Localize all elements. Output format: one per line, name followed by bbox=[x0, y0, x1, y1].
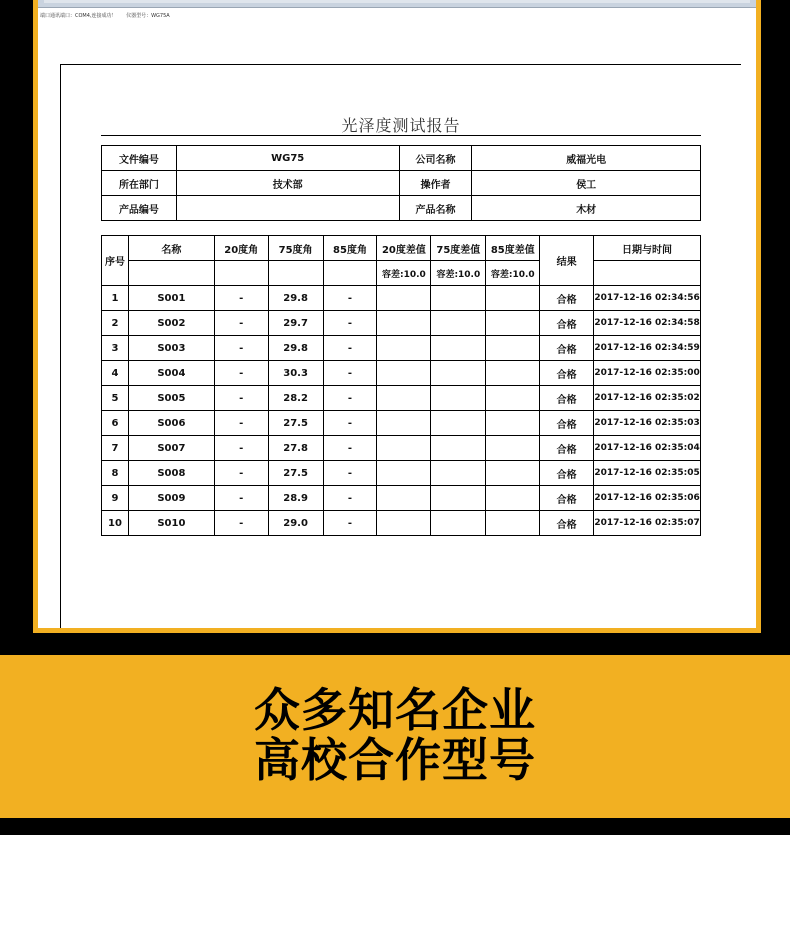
cell-seq: 5 bbox=[102, 386, 129, 411]
data-rows bbox=[102, 286, 701, 536]
cell-d75 bbox=[431, 386, 486, 411]
cell-d75 bbox=[431, 486, 486, 511]
cell-result: 合格 bbox=[540, 436, 594, 461]
table-row bbox=[102, 486, 701, 511]
cell-d20 bbox=[377, 461, 431, 486]
cell-result: 合格 bbox=[540, 361, 594, 386]
header-d75: 75度差值 bbox=[431, 236, 486, 261]
cell-a75: 28.2 bbox=[268, 386, 323, 411]
cell-d75 bbox=[431, 436, 486, 461]
empty-cell bbox=[594, 261, 701, 286]
info-label: 公司名称 bbox=[399, 146, 472, 171]
cell-name: S002 bbox=[128, 311, 214, 336]
table-row bbox=[102, 286, 701, 311]
cell-a20: - bbox=[214, 386, 268, 411]
table-row bbox=[102, 336, 701, 361]
cell-datetime: 2017-12-16 02:35:04 bbox=[594, 436, 701, 461]
table-row bbox=[102, 386, 701, 411]
cell-datetime: 2017-12-16 02:34:56 bbox=[594, 286, 701, 311]
cell-d85 bbox=[486, 411, 540, 436]
cell-seq: 2 bbox=[102, 311, 129, 336]
cell-d75 bbox=[431, 311, 486, 336]
cell-a75: 27.8 bbox=[268, 436, 323, 461]
cell-seq: 8 bbox=[102, 461, 129, 486]
data-table bbox=[101, 235, 701, 536]
cell-d85 bbox=[486, 386, 540, 411]
cell-a85: - bbox=[323, 511, 377, 536]
cell-d85 bbox=[486, 361, 540, 386]
cell-a85: - bbox=[323, 411, 377, 436]
cell-a85: - bbox=[323, 286, 377, 311]
cell-d20 bbox=[377, 311, 431, 336]
table-row bbox=[102, 361, 701, 386]
header-name: 名称 bbox=[128, 236, 214, 261]
cell-d20 bbox=[377, 386, 431, 411]
info-value: 技术部 bbox=[176, 171, 399, 196]
cell-d85 bbox=[486, 486, 540, 511]
cell-d85 bbox=[486, 461, 540, 486]
cell-a20: - bbox=[214, 411, 268, 436]
info-label: 产品名称 bbox=[399, 196, 472, 221]
cell-d20 bbox=[377, 336, 431, 361]
report-title: 光泽度测试报告 bbox=[341, 116, 461, 135]
header-result: 结果 bbox=[540, 236, 594, 286]
cell-a20: - bbox=[214, 336, 268, 361]
cell-d75 bbox=[431, 286, 486, 311]
cell-datetime: 2017-12-16 02:35:05 bbox=[594, 461, 701, 486]
cell-d75 bbox=[431, 461, 486, 486]
cell-a75: 29.8 bbox=[268, 286, 323, 311]
cell-datetime: 2017-12-16 02:35:02 bbox=[594, 386, 701, 411]
cell-d75 bbox=[431, 361, 486, 386]
header-75: 75度角 bbox=[268, 236, 323, 261]
cell-d20 bbox=[377, 436, 431, 461]
cell-a85: - bbox=[323, 311, 377, 336]
report-page bbox=[60, 64, 741, 628]
info-table bbox=[101, 145, 701, 221]
cell-d75 bbox=[431, 336, 486, 361]
cell-a75: 27.5 bbox=[268, 461, 323, 486]
cell-seq: 9 bbox=[102, 486, 129, 511]
banner-line-1: 众多知名企业 bbox=[254, 683, 536, 737]
cell-result: 合格 bbox=[540, 286, 594, 311]
cell-d85 bbox=[486, 436, 540, 461]
cell-a20: - bbox=[214, 436, 268, 461]
cell-a20: - bbox=[214, 286, 268, 311]
cell-a85: - bbox=[323, 486, 377, 511]
cell-a75: 30.3 bbox=[268, 361, 323, 386]
title-rule bbox=[101, 135, 701, 136]
port-status: 端口通讯端口：COM4,连接成功！ bbox=[40, 13, 117, 19]
cell-a20: - bbox=[214, 461, 268, 486]
device-model: 仪器型号：WG75A bbox=[126, 13, 170, 19]
header-d85: 85度差值 bbox=[486, 236, 540, 261]
cell-a85: - bbox=[323, 361, 377, 386]
cell-a20: - bbox=[214, 361, 268, 386]
cell-d85 bbox=[486, 311, 540, 336]
cell-result: 合格 bbox=[540, 461, 594, 486]
cell-seq: 1 bbox=[102, 286, 129, 311]
cell-seq: 7 bbox=[102, 436, 129, 461]
cell-result: 合格 bbox=[540, 511, 594, 536]
cell-d85 bbox=[486, 286, 540, 311]
cell-a75: 28.9 bbox=[268, 486, 323, 511]
cell-d20 bbox=[377, 511, 431, 536]
cell-datetime: 2017-12-16 02:34:58 bbox=[594, 311, 701, 336]
cell-datetime: 2017-12-16 02:35:03 bbox=[594, 411, 701, 436]
window-top-bar bbox=[38, 0, 756, 8]
cell-d75 bbox=[431, 411, 486, 436]
info-label: 文件编号 bbox=[102, 146, 177, 171]
cell-a75: 27.5 bbox=[268, 411, 323, 436]
cell-datetime: 2017-12-16 02:35:06 bbox=[594, 486, 701, 511]
header-seq: 序号 bbox=[102, 236, 129, 286]
info-value: 侯工 bbox=[472, 171, 701, 196]
cell-datetime: 2017-12-16 02:34:59 bbox=[594, 336, 701, 361]
header-datetime: 日期与时间 bbox=[594, 236, 701, 261]
tolerance-20: 容差:10.0 bbox=[377, 261, 431, 286]
empty-cell bbox=[214, 261, 268, 286]
cell-a85: - bbox=[323, 436, 377, 461]
cell-seq: 10 bbox=[102, 511, 129, 536]
info-row bbox=[102, 146, 701, 171]
header-d20: 20度差值 bbox=[377, 236, 431, 261]
cell-result: 合格 bbox=[540, 386, 594, 411]
info-value bbox=[176, 196, 399, 221]
table-row bbox=[102, 411, 701, 436]
cell-d20 bbox=[377, 411, 431, 436]
cell-d85 bbox=[486, 336, 540, 361]
cell-name: S004 bbox=[128, 361, 214, 386]
empty-cell bbox=[323, 261, 377, 286]
header-20: 20度角 bbox=[214, 236, 268, 261]
promo-banner bbox=[0, 655, 790, 818]
cell-a85: - bbox=[323, 336, 377, 361]
cell-a20: - bbox=[214, 486, 268, 511]
info-label: 所在部门 bbox=[102, 171, 177, 196]
header-row-2 bbox=[102, 261, 701, 286]
cell-a75: 29.0 bbox=[268, 511, 323, 536]
cell-seq: 4 bbox=[102, 361, 129, 386]
tolerance-75: 容差:10.0 bbox=[431, 261, 486, 286]
empty-cell bbox=[268, 261, 323, 286]
cell-a85: - bbox=[323, 386, 377, 411]
app-window bbox=[38, 0, 756, 628]
cell-name: S009 bbox=[128, 486, 214, 511]
cell-d20 bbox=[377, 361, 431, 386]
cell-datetime: 2017-12-16 02:35:07 bbox=[594, 511, 701, 536]
info-label: 产品编号 bbox=[102, 196, 177, 221]
cell-name: S003 bbox=[128, 336, 214, 361]
cell-name: S007 bbox=[128, 436, 214, 461]
info-value: 木材 bbox=[472, 196, 701, 221]
cell-name: S010 bbox=[128, 511, 214, 536]
info-value: 威福光电 bbox=[472, 146, 701, 171]
cell-result: 合格 bbox=[540, 311, 594, 336]
cell-seq: 6 bbox=[102, 411, 129, 436]
info-label: 操作者 bbox=[399, 171, 472, 196]
banner-line-2: 高校合作型号 bbox=[254, 733, 536, 787]
cell-seq: 3 bbox=[102, 336, 129, 361]
cell-a20: - bbox=[214, 311, 268, 336]
info-row bbox=[102, 196, 701, 221]
cell-result: 合格 bbox=[540, 336, 594, 361]
cell-d85 bbox=[486, 511, 540, 536]
cell-a20: - bbox=[214, 511, 268, 536]
info-row bbox=[102, 171, 701, 196]
cell-name: S005 bbox=[128, 386, 214, 411]
cell-datetime: 2017-12-16 02:35:00 bbox=[594, 361, 701, 386]
empty-cell bbox=[128, 261, 214, 286]
info-value: WG75 bbox=[176, 146, 399, 171]
bottom-black-strip bbox=[0, 818, 790, 835]
table-row bbox=[102, 511, 701, 536]
cell-name: S006 bbox=[128, 411, 214, 436]
table-row bbox=[102, 461, 701, 486]
cell-d20 bbox=[377, 286, 431, 311]
cell-result: 合格 bbox=[540, 486, 594, 511]
header-row bbox=[102, 236, 701, 261]
cell-name: S008 bbox=[128, 461, 214, 486]
tolerance-85: 容差:10.0 bbox=[486, 261, 540, 286]
status-bar bbox=[38, 8, 756, 24]
table-row bbox=[102, 436, 701, 461]
cell-d20 bbox=[377, 486, 431, 511]
cell-a85: - bbox=[323, 461, 377, 486]
cell-result: 合格 bbox=[540, 411, 594, 436]
cell-name: S001 bbox=[128, 286, 214, 311]
table-row bbox=[102, 311, 701, 336]
cell-a75: 29.7 bbox=[268, 311, 323, 336]
cell-d75 bbox=[431, 511, 486, 536]
header-85: 85度角 bbox=[323, 236, 377, 261]
cell-a75: 29.8 bbox=[268, 336, 323, 361]
